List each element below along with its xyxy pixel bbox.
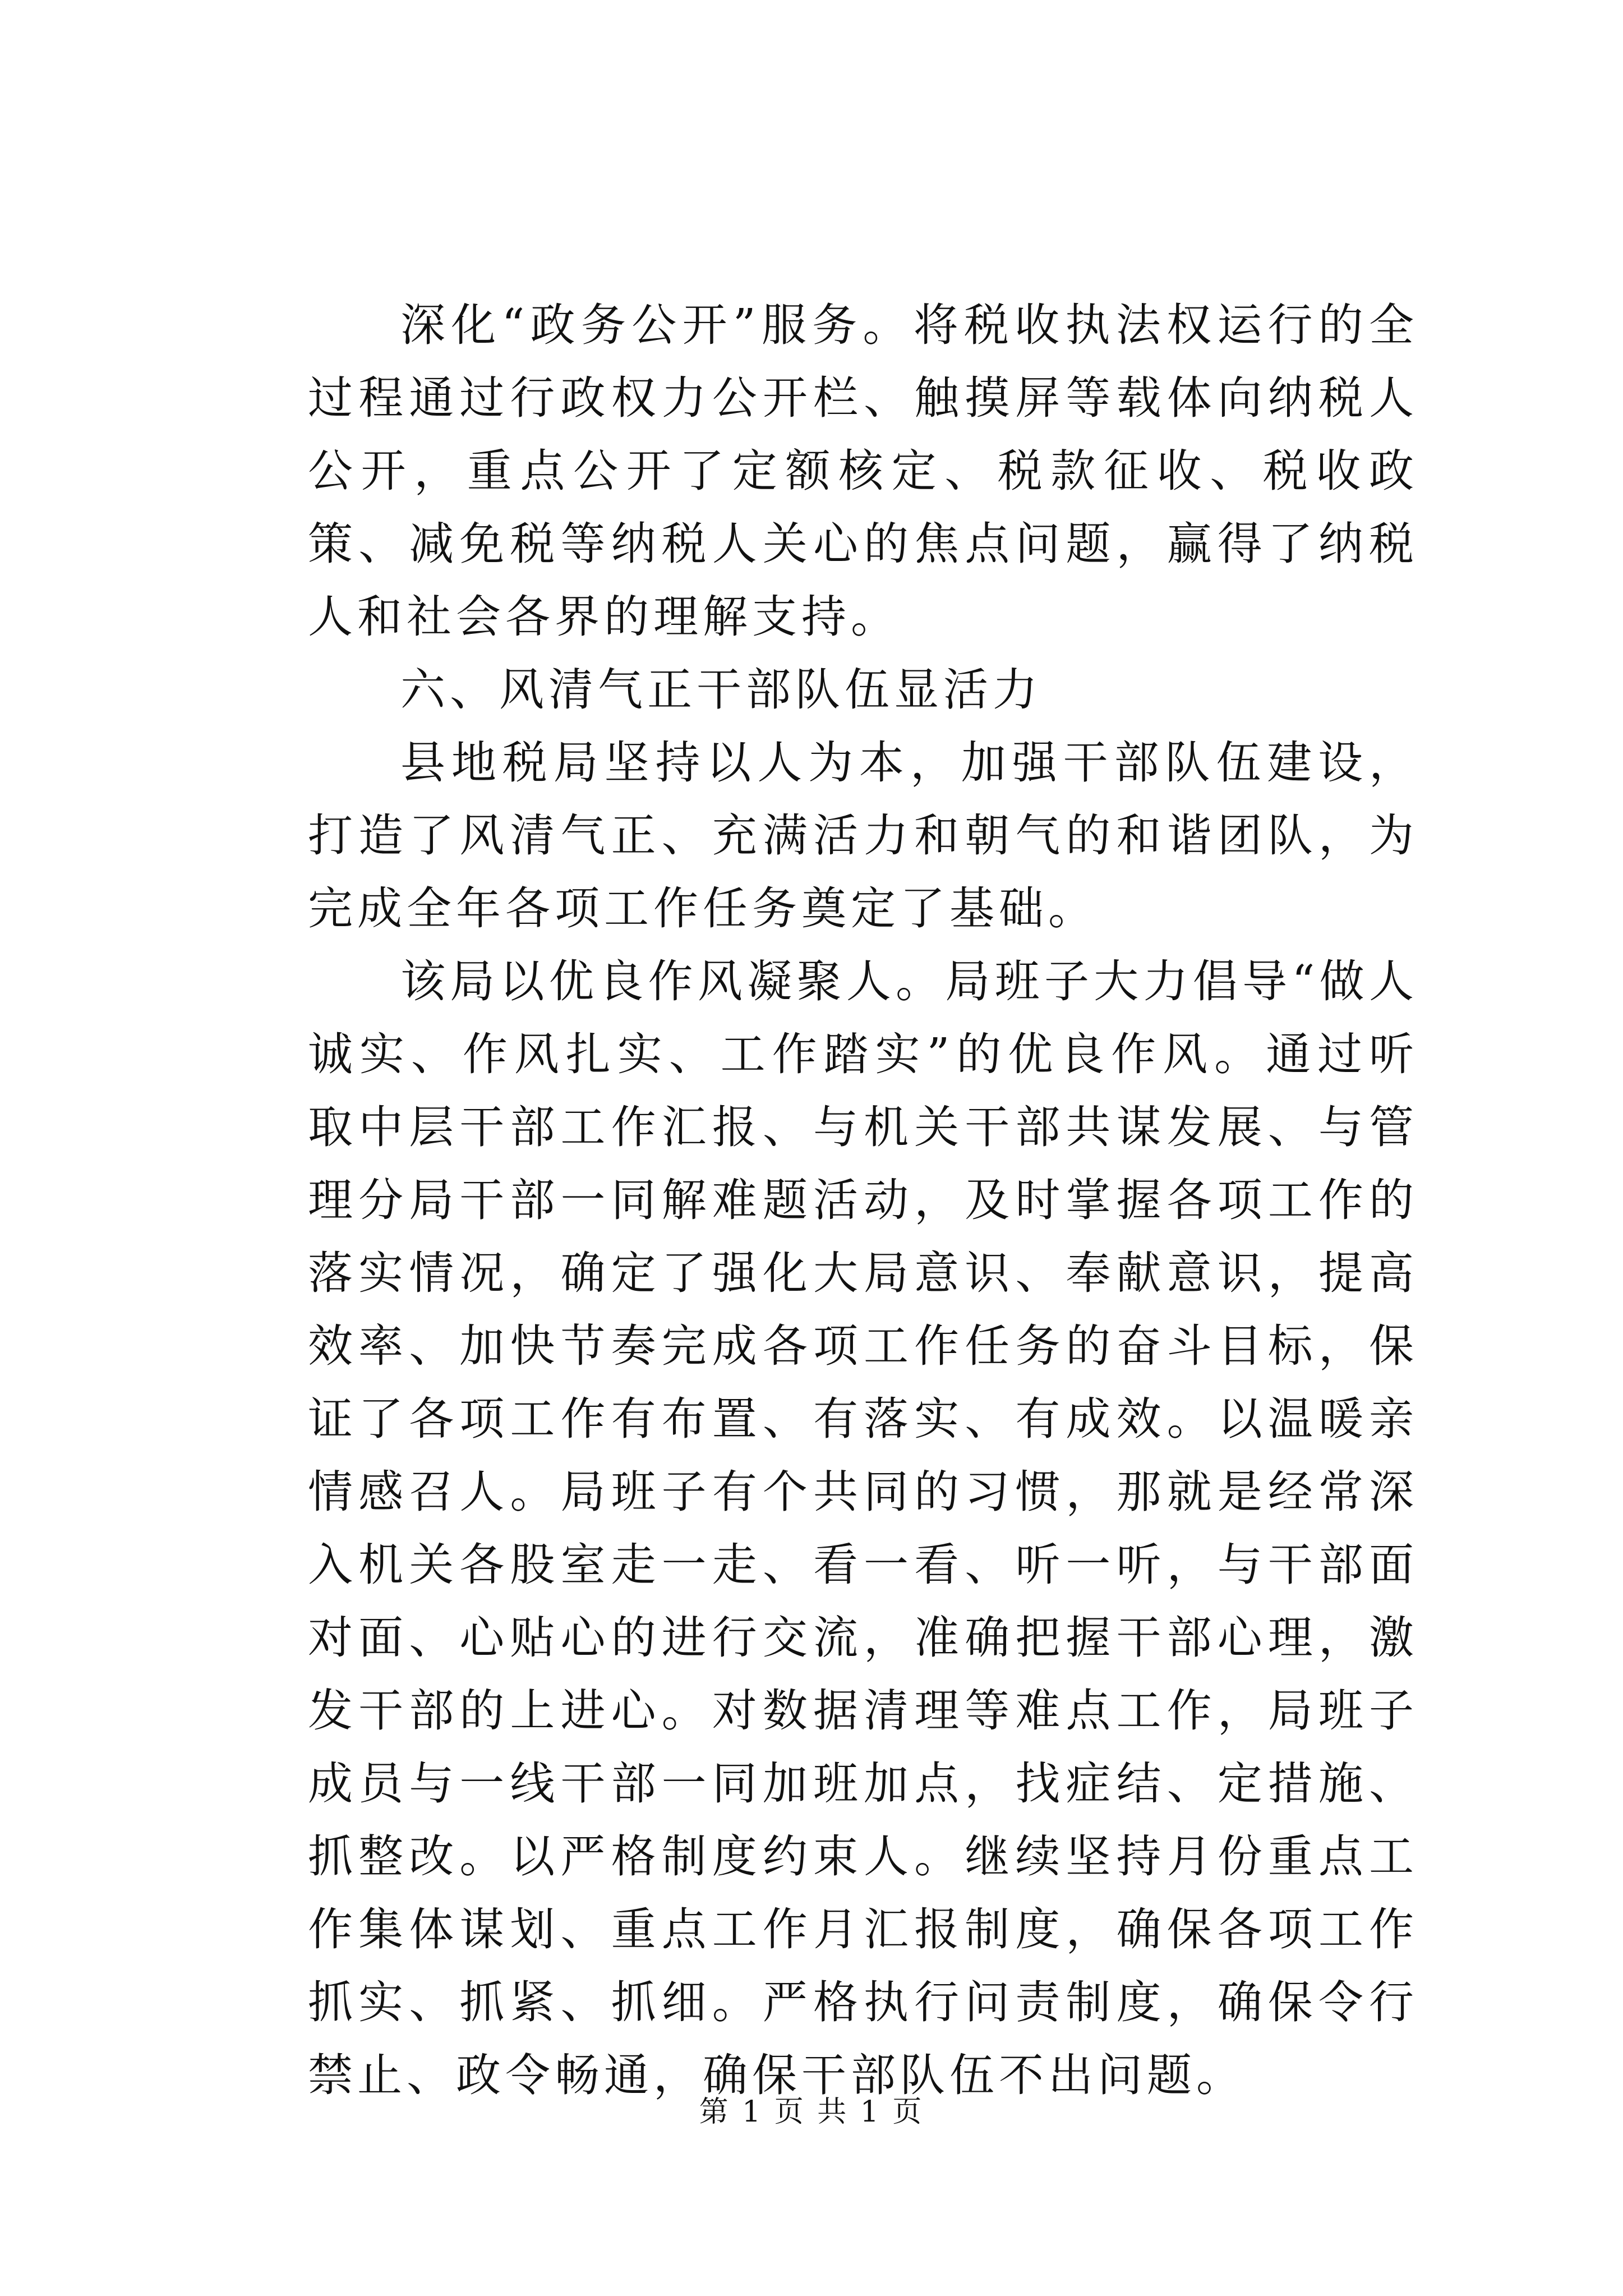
page-footer: 第 1 页 共 1 页 [699,2095,924,2129]
paragraph-government-affairs: 深化“政务公开”服务。将税收执法权运行的全过程通过行政权力公开栏、触摸屏等载体向纳税人公开，重点公开了定额核定、税款征收、税收政策、减免税等纳税人关心的焦点问题，赢得了纳税人和社会各界的理解支持。 [308,299,1418,643]
paragraph-team-building: 县地税局坚持以人为本，加强干部队伍建设，打造了风清气正、充满活力和朝气的和谐团队，为完成全年各项工作任务奠定了基础。 [308,737,1418,935]
document-body [308,289,1418,2112]
paragraph-work-style: 该局以优良作风凝聚人。局班子大力倡导“做人诚实、作风扎实、工作踏实”的优良作风。通过听取中层干部工作汇报、与机关干部共谋发展、与管理分局干部一同解难题活动，及时掌握各项工作的落实情况，确定了强化大局意识、奉献意识，提高效率、加快节奏完成各项工作任务的奋斗目标，保证了各项工作有布置、有落实、有成效。以温暖亲情感召人。局班子有个共同的习惯，那就是经常深入机关各股室走一走、看一看、听一听，与干部面对面、心贴心的进行交流，准确把握干部心理，激发干部的上进心。对数据清理等难点工作，局班子成员与一线干部一同加班加点，找症结、定措施、抓整改。以严格制度约束人。继续坚持月份重点工作集体谋划、重点工作月汇报制度，确保各项工作抓实、抓紧、抓细。严格执行问责制度，确保令行禁止、政令畅通，确保干部队伍不出问题。 [308,955,1418,2101]
section-heading-six: 六、风清气正干部队伍显活力 [400,664,1042,716]
